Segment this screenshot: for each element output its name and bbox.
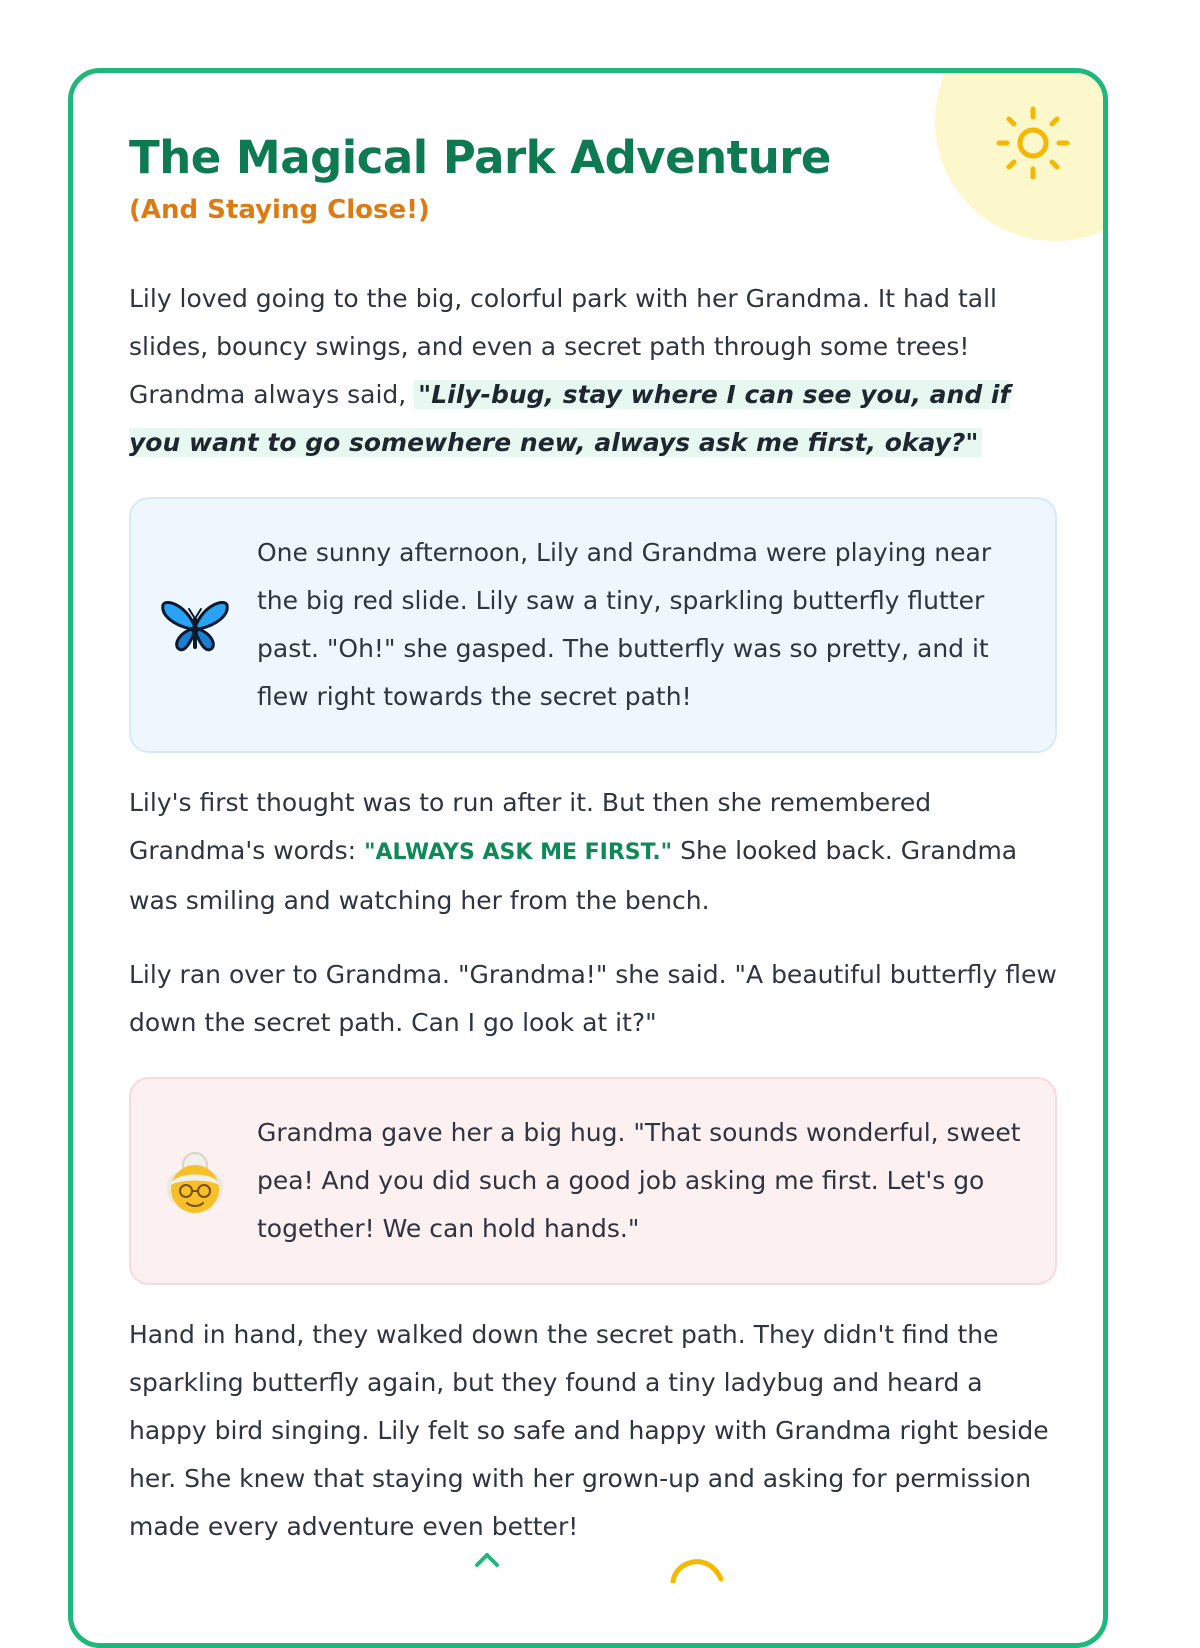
paragraph-remember bbox=[129, 779, 1059, 925]
ask-first-shout: "ALWAYS ASK ME FIRST." bbox=[364, 840, 673, 865]
balloon-icon bbox=[667, 1553, 727, 1583]
remember-after: She looked back. Grandma was smiling and watching her from the bench. bbox=[129, 836, 1018, 915]
butterfly-icon bbox=[159, 589, 231, 661]
butterfly-callout-text: One sunny afternoon, Lily and Grandma were playing near the big red slide. Lily saw a tiny, sparkling butterfly flutter past. "Oh!" she gasped. The butterfly was so pretty, and it flew right towards the secret path! bbox=[257, 538, 992, 711]
story-card bbox=[68, 68, 1108, 1648]
grandma-icon bbox=[159, 1145, 231, 1217]
grandma-callout-text: Grandma gave her a big hug. "That sounds wonderful, sweet pea! And you did such a good job asking me first. Let's go together! We can hold hands." bbox=[257, 1118, 1021, 1243]
story-subtitle: (And Staying Close!) bbox=[129, 195, 430, 225]
grandma-rule-quote: "Lily-bug, stay where I can see you, and if you want to go somewhere new, always ask me first, okay?" bbox=[129, 380, 1011, 457]
grandma-callout bbox=[129, 1077, 1057, 1285]
paragraph-ending: Hand in hand, they walked down the secret path. They didn't find the sparkling butterfly again, but they found a tiny ladybug and heard a happy bird singing. Lily felt so safe and happy with Grandma right beside her. She knew that staying with her grown-up and asking for permission made every adventure even better! bbox=[129, 1320, 1049, 1541]
paragraph-intro bbox=[129, 275, 1059, 467]
paragraph-asking: Lily ran over to Grandma. "Grandma!" she said. "A beautiful butterfly flew down the secret path. Can I go look at it?" bbox=[129, 960, 1057, 1037]
butterfly-callout bbox=[129, 497, 1057, 753]
intro-text: Lily loved going to the big, colorful park with her Grandma. It had tall slides, bouncy swings, and even a secret path through some trees! Grandma always said, bbox=[129, 284, 997, 409]
story-title: The Magical Park Adventure bbox=[129, 131, 831, 184]
story-content bbox=[129, 73, 1059, 1551]
leaf-icon bbox=[475, 1553, 499, 1583]
remember-before: Lily's first thought was to run after it. But then she remembered Grandma's words: bbox=[129, 788, 932, 865]
